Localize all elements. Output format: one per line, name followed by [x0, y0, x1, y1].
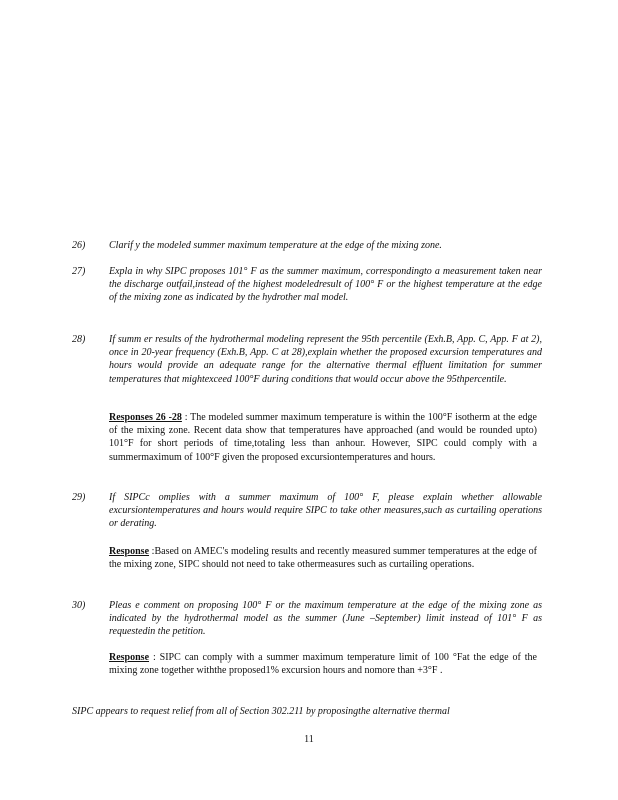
response-label: Response — [109, 652, 150, 663]
page-number: 11 — [304, 734, 314, 745]
question-29 — [72, 491, 542, 531]
response-separator: : — [181, 412, 191, 423]
question-text: If summ er results of the hydrothermal modeling represent the 95th percentile (Exh.B, App. C, App. F at 2), once in 20-year frequency (Exh.B, App. C at 28),explain whether the proposed excursion temperatures and hours would provide an adequate range for the alternative thermal effluent limitation for summer temperatures that mightexceed 100°F during conditions that would occur above the 95thpercentile. — [109, 334, 542, 385]
response-separator: : — [149, 546, 155, 557]
response-29 — [109, 545, 537, 571]
closing-paragraph: SIPC appears to request relief from all of Section 302.211 by proposingthe alternative thermal — [72, 706, 450, 717]
question-number: 28) — [72, 334, 86, 345]
question-text: Pleas e comment on proposing 100° F or the maximum temperature at the edge of the mixing zone as indicated by the hydrothermal model as the summer (June –September) limit instead of 101° F as requestedin the petition. — [109, 600, 542, 638]
response-separator: : — [149, 652, 160, 663]
question-text: Clarif y the modeled summer maximum temperature at the edge of the mixing zone. — [109, 240, 442, 251]
question-number: 29) — [72, 492, 86, 503]
question-number: 27) — [72, 266, 86, 277]
response-text: Based on AMEC's modeling results and recently measured summer temperatures at the edge of the mixing zone, SIPC should not need to take othermeasures such as curtailing operations. — [109, 546, 537, 571]
question-number: 26) — [72, 240, 86, 251]
response-label: Response — [109, 546, 150, 557]
question-number: 30) — [72, 600, 86, 611]
question-30 — [72, 599, 542, 639]
response-label: Responses 26 -28 — [109, 412, 182, 423]
question-text: Expla in why SIPC proposes 101° F as the summer maximum, correspondingto a measurement taken near the discharge outfail,instead of the highest modeledresult of 100° F or the highest temperature at the edge of the mixing zone as indicated by the hydrother mal model. — [109, 266, 542, 304]
question-text: If SIPCc omplies with a summer maximum of 100° F, please explain whether allowable excursiontemperatures and hours would require SIPC to take other measures,such as curtailing operations or derating. — [109, 492, 542, 530]
response-text: The modeled summer maximum temperature is within the 100°F isotherm at the edge of the mixing zone. Recent data show that temperatures have approached (and would be rounded upto) 101°F for short periods of time,totaling less than anhour. However, SIPC could comply with a summermaximum of 100°F given the proposed excursiontemperatures and hours. — [109, 412, 537, 463]
question-27 — [72, 265, 542, 319]
question-28 — [72, 333, 542, 401]
question-26 — [72, 239, 542, 253]
response-30 — [109, 651, 537, 677]
response-text: SIPC can comply with a summer maximum temperature limit of 100 °Fat the edge of the mixing zone together withthe proposed1% excursion hours and nomore than +3°F . — [109, 652, 537, 677]
response-26-28 — [109, 411, 537, 464]
